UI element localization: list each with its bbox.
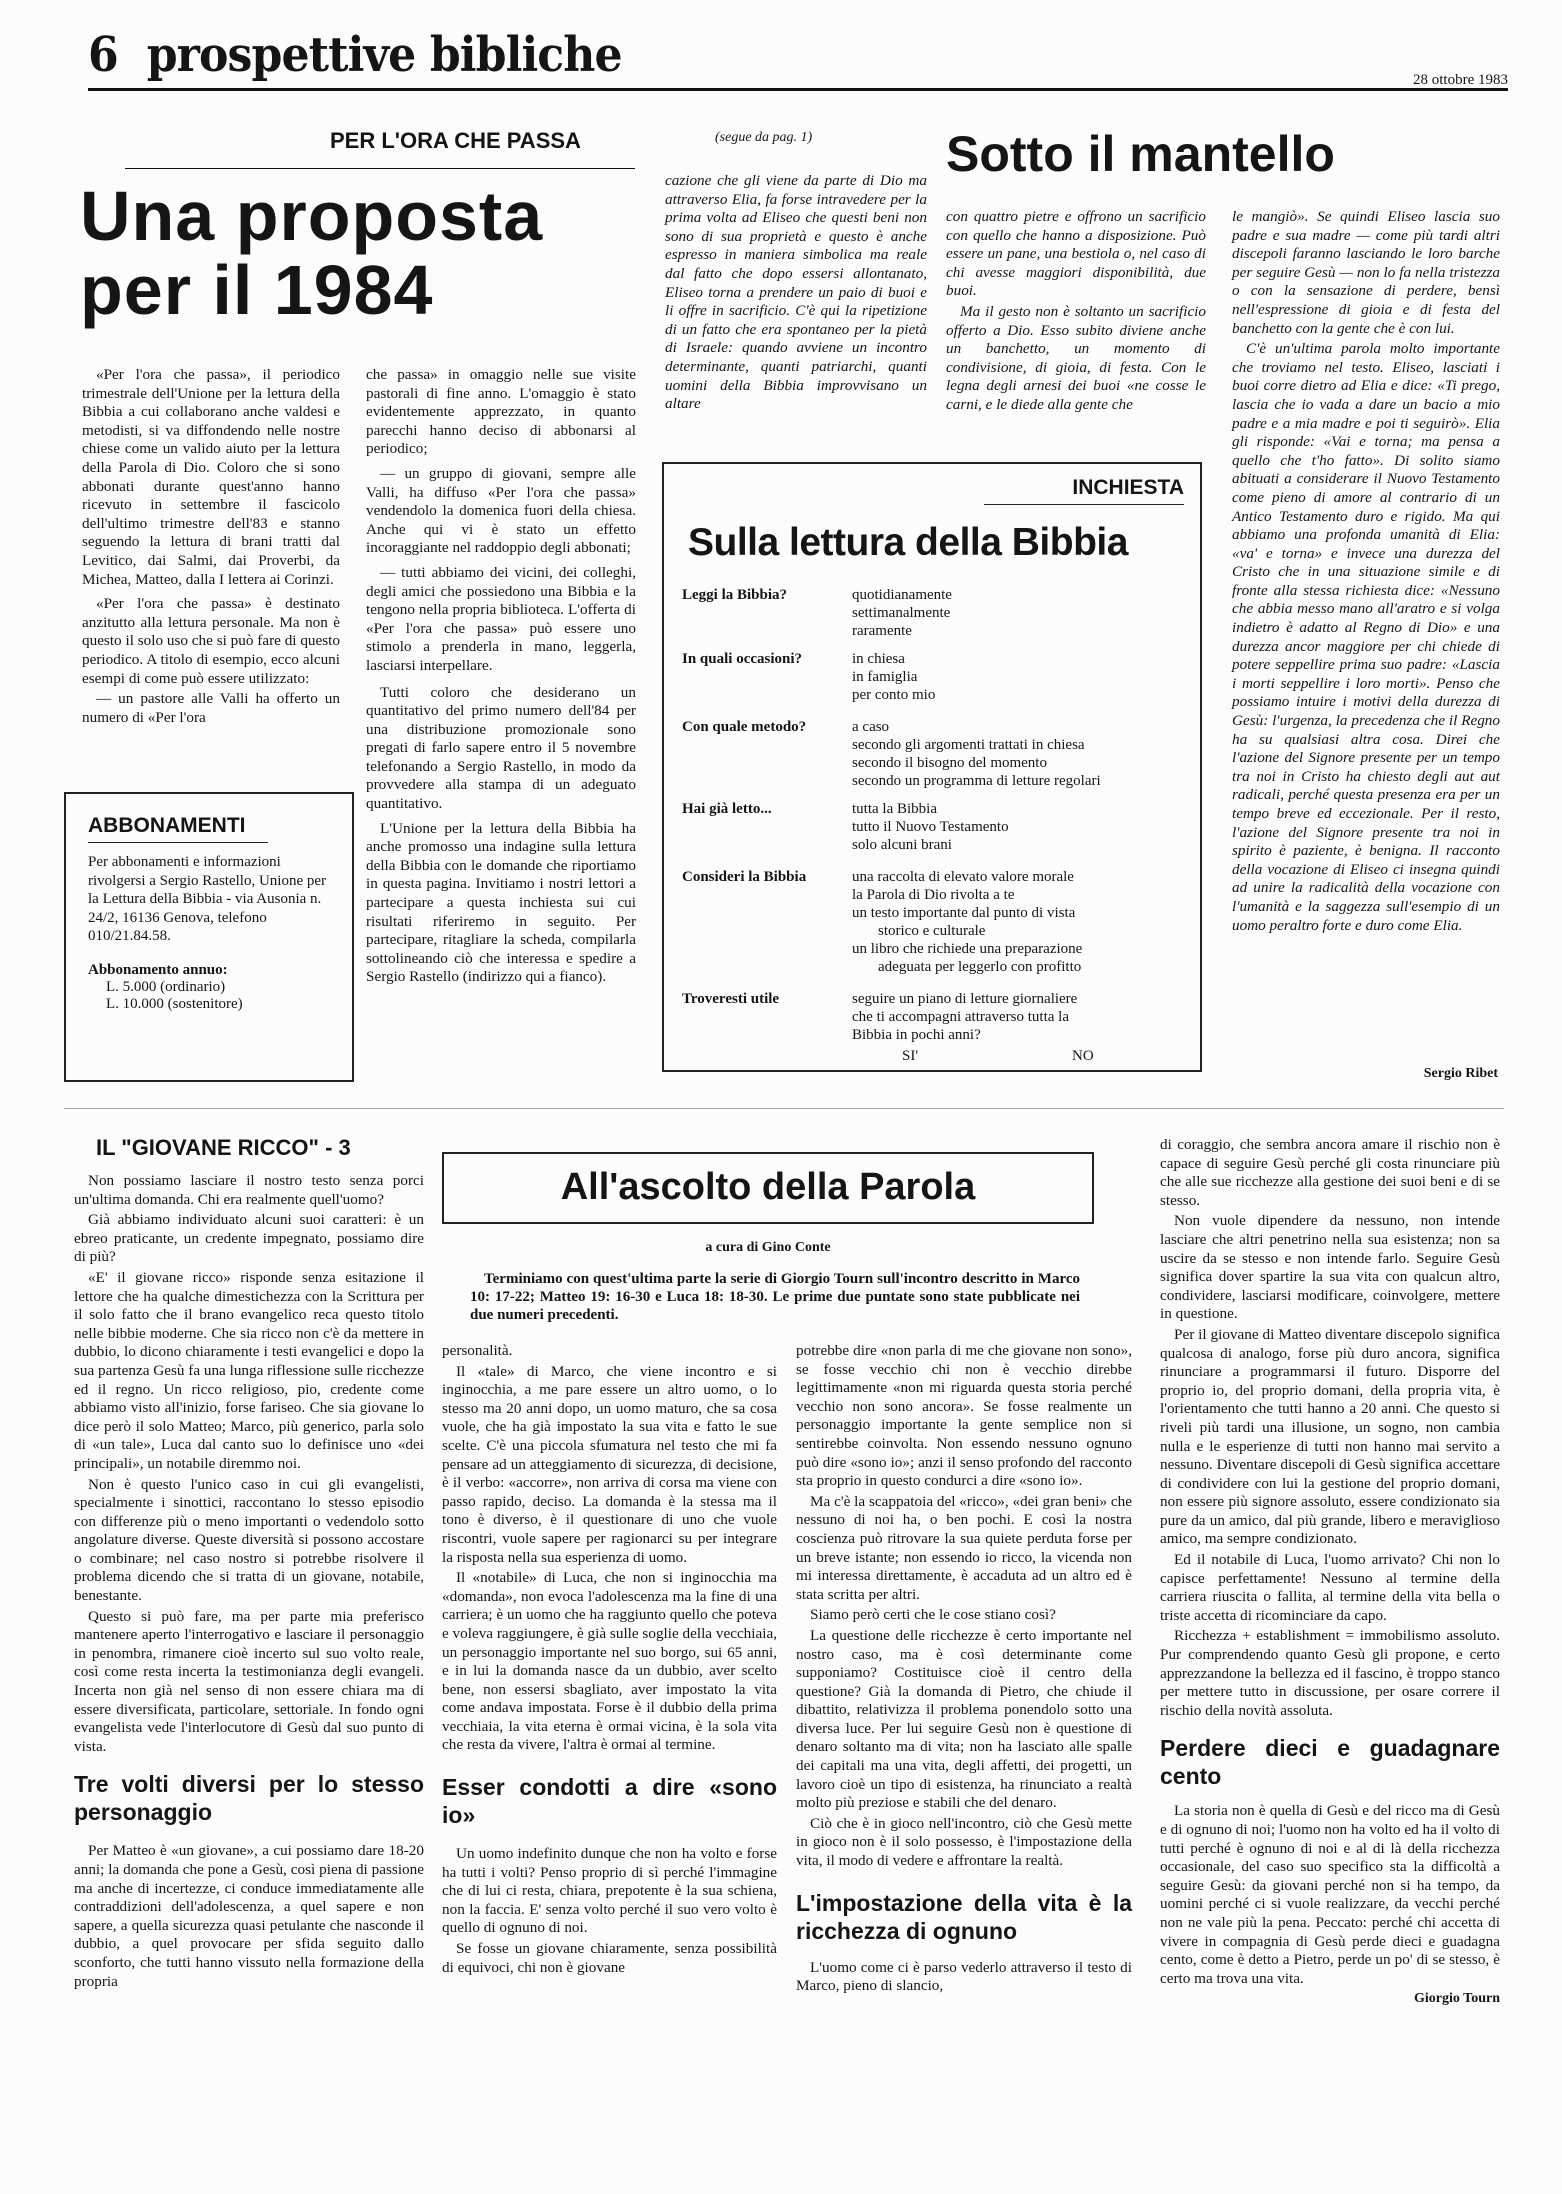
- answer-option[interactable]: secondo un programma di letture regolari: [852, 772, 1101, 789]
- yes-no-row: [902, 1048, 1184, 1065]
- question-row: [682, 868, 1184, 976]
- question-label: Con quale metodo?: [682, 718, 807, 735]
- answer-option[interactable]: un libro che richiede una preparazione: [852, 940, 1083, 957]
- question-row: [682, 990, 1184, 1044]
- giovane-col4: di coraggio, che sembra ancora amare il rischio non è capace di seguire Gesù perché gli costa rinunciare più che alle sue ricchezze alla gestione dei suoi beni e di se stesso. Non vuole dipendere da nessuno, non intende lasciare che altri penetrino nella sua esistenza; non sa uscire da se stesso e non intende farlo. Seguire Gesù significa dover spartire la sua vita con qualcun altro, condividere, lasciarsi modificare, coinvolgere, mettere in questione. Per il giovane di Matteo diventare discepolo significa qualcosa di analogo, forse più duro ancora, significa rinunciare a programmarsi il futuro. Disporre del proprio io, del proprio domani, della propria vita, è l'orientamento che tutti hanno a 20 anni. Che questo si riveli più tardi una illusione, un sogno, non cambia nulla e le esperienze di tutti non hanno mai servito a nessuno. Diventare discepoli di Gesù significa accettare di condividere con lui la gestione del proprio domani, non essere più signore assoluto, essere condizionato sia pure da un amico, dal più grande, libero e meraviglioso amico, ma sempre condizionato. Ed il notabile di Luca, l'uomo arrivato? Chi non lo capisce perfettamente! Nessuno al termine della carriera riuscita o fallita, al termine della vita bella o triste accetta di ricominciare da capo. Ricchezza + establishment = immobilismo assoluto. Pur comprendendo quanto Gesù gli propone, e certo apprezzandone la bellezza ed il fascino, è troppo stanco per mettere tutto in discussione, per osare correre il rischio della novità assoluta. Perdere dieci e guadagnare cento La storia non è quella di Gesù e del ricco ma di Gesù e di ognuno di noi; l'uomo non ha volto ed ha il volto di tutti perché è ognuno di noi e al di là della ricchezza occasionale, del caso suo specifico sta la difficoltà a seguire Gesù: da giovani perché non si ha tempo, da uomini perché ci si vuole realizzare, da vecchi perché non ne vale più la pena. Peccato: perché chi accetta di vivere in compagnia di Gesù perde dieci e guadagna cento, come è detto a Pietro, perde un po' di se stesso, è certo ma trova una vita. Giorgio Tourn: [1160, 1136, 1500, 2009]
- subhead-perdere-dieci: Perdere dieci e guadagnare cento: [1160, 1735, 1500, 1790]
- answer-option[interactable]: quotidianamente: [852, 586, 952, 603]
- answer-option[interactable]: un testo importante dal punto di vista: [852, 904, 1076, 921]
- answer-option[interactable]: in chiesa: [852, 650, 905, 667]
- question-row: [682, 800, 1184, 854]
- ascolto-title: All'ascolto della Parola: [560, 1166, 976, 1209]
- rule: [125, 168, 635, 169]
- inchiesta-box: [662, 462, 1202, 1072]
- question-row: [682, 718, 1184, 790]
- ascolto-intro: Terminiamo con quest'ultima parte la serie di Giorgio Tourn sull'incontro descritto in Marco 10: 17-22; Matteo 19: 16-30 e Luca 18: 18-30. Le prime due puntate sono state pubblicate nei due numeri precedenti.: [470, 1271, 1080, 1323]
- question-options: [852, 868, 1184, 976]
- no-option[interactable]: NO: [1072, 1047, 1094, 1064]
- answer-option[interactable]: che ti accompagni attraverso tutta la: [852, 1008, 1069, 1025]
- answer-option[interactable]: solo alcuni brani: [852, 836, 952, 853]
- question-label: Consideri la Bibbia: [682, 868, 807, 885]
- signature-ribet: Sergio Ribet: [1423, 1066, 1498, 1081]
- abbonamenti-title: ABBONAMENTI: [88, 814, 246, 837]
- question-row: [682, 586, 1184, 640]
- inchiesta-tag: INCHIESTA: [1072, 476, 1184, 499]
- answer-option[interactable]: secondo il bisogno del momento: [852, 754, 1047, 771]
- answer-option[interactable]: seguire un piano di letture giornaliere: [852, 990, 1078, 1007]
- subhead-tre-volti: Tre volti diversi per lo stesso personaggio: [74, 1771, 424, 1826]
- ascolto-title-box: [442, 1152, 1094, 1224]
- question-label: In quali occasioni?: [682, 650, 803, 667]
- newspaper-title: [88, 28, 622, 83]
- mantello-col3: le mangiò». Se quindi Eliseo lascia suo padre e sua madre — come più tardi altri discepoli faranno lasciando le loro barche per seguire Gesù — non lo fa nella tristezza o con la sensazione di perdere, bensì nell'espressione di gioia e di festa del banchetto con la gente che è con lui. C'è un'ultima parola molto importante che troviamo nel testo. Eliseo, lasciati i buoi corre dietro ad Elia e dice: «Ti prego, lascia che io vada a dare un bacio a mio padre e a mia madre e poi ti seguirò». Elia gli risponde: «Vai e torna; ma pensa a quello che t'ho fatto». Di solito siamo abituati a considerare il Nuovo Testamento come pieno di amore al contrario di un Antico Testamento duro e rigido. Ma qui abbiamo una profonda umanità di Elia: «va' e torna» e invece una durezza del Cristo che in una situazione simile e di fronte alla stessa richiesta dice: «Nessuno che abbia messo mano all'aratro e si volga indietro è adatto al Regno di Dio» e una durezza ancor maggiore per chi chiede di potere seppellire prima suo padre: «Lascia i morti seppellire i loro morti». Penso che possiamo intuire i motivi della durezza di Gesù: l'urgenza, la precedenza che il Regno ha su qualsiasi altra cosa. Direi che l'azione del Signore presente per un tempo tra noi in Cristo ha chiesto degli aut aut radicali, perché questa presenza era per un tempo breve ed eccezionale. Per il resto, l'azione del Signore presente tra noi in spirito è paziente, è benigna. Il racconto della vocazione di Eliseo ci insegna quindi ad unire la radicalità della vocazione con l'umanità e la saggezza sull'esempio di un uomo peraltro forte e duro come Elia.: [1232, 208, 1500, 934]
- abbonamenti-text: Per abbonamenti e informazioni rivolgersi a Sergio Rastello, Unione per la Lettura della Bibbia - via Ausonia n. 24/2, 16136 Genova, telefono 010/21.84.58.: [88, 854, 327, 945]
- answer-option[interactable]: una raccolta di elevato valore morale: [852, 868, 1074, 885]
- answer-option[interactable]: per conto mio: [852, 686, 936, 703]
- rate-ordinario: L. 5.000 (ordinario): [106, 978, 226, 995]
- giovane-col3: potrebbe dire «non parla di me che giovane non sono», se fosse vecchio chi non è vecchio direbbe legittimamente «non mi riguarda questa storia perché vecchio non sono ancora». Se fosse realmente un personaggio importante la gente semplice non si sentirebbe coinvolta. Non essendo nessuno ognuno può dire «sono io»; anzi il senso profondo del racconto sta proprio in questo condurci a dire «sono io». Ma c'è la scappatoia del «ricco», «dei gran beni» che nessuno di noi ha, o ben pochi. E così la nostra coscienza può ritrovare la sua quiete perduta forse per un breve istante; non essendo io ricco, la vicenda non mi interessa direttamente, è accaduta ad un altro ed è stata scritta per altri. Siamo però certi che le cose stiano così? La questione delle ricchezze è certo importante nel nostro caso, ma è così determinante come supponiamo? Costituisce cioè il centro della questione? Già la domanda di Pietro, che chiude il dibattito, relativizza il problema ponendolo sotto una diversa luce. Per lui seguire Gesù non è questione di denaro soltanto ma di vita; non ha lasciato alle spalle dei capitali ma una vita, degli affetti, dei progetti, un lavoro cioè un tipo di esistenza, ha rinunciato a realtà molto più preziose e stabili che del denaro. Ciò che è in gioco nell'incontro, ciò che Gesù mette in gioco non è il solo possesso, è l'impostazione della vita, il modo di vedere e affrontare la realtà. L'impostazione della vita è la ricchezza di ognuno L'uomo come ci è parso vederlo attraverso il testo di Marco, pieno di slancio,: [796, 1342, 1132, 1995]
- section-label-ora: PER L'ORA CHE PASSA: [330, 128, 581, 153]
- subhead-impostazione: L'impostazione della vita è la ricchezza di ognuno: [796, 1889, 1132, 1944]
- rate-sostenitore: L. 10.000 (sostenitore): [106, 995, 243, 1012]
- question-options: [852, 650, 1184, 704]
- proposta-col2: che passa» in omaggio nelle sue visite pastorali di fine anno. L'omaggio è stato evidentemente apprezzato, in quanto parecchi hanno deciso di abbonarsi al periodico; — un gruppo di giovani, sempre alle Valli, ha diffuso «Per l'ora che passa» vendendolo la domenica fuori della chiesa. Anche qui vi è stato un effetto incoraggiante nel raddoppio degli abbonati; — tutti abbiamo dei vicini, dei colleghi, degli amici che possiedono una Bibbia e la tengono nella propria biblioteca. L'offerta di «Per l'ora che passa» può essere uno stimolo a prenderla in mano, leggerla, lasciarsi interpellare. Tutti coloro che desiderano un quantitativo del primo numero dell'84 per una distribuzione promozionale sono pregati di farlo sapere entro il 5 novembre telefonando a Sergio Rastello, in modo da provvedere alla stampa di un adeguato quantitativo. L'Unione per la lettura della Bibbia ha anche promosso una indagine sulla lettura della Bibbia con le domande che riportiamo in questa pagina. Invitiamo i nostri lettori a partecipare a questa inchiesta sui cui risultati riferiremo in seguito. Per partecipare, ritagliare la scheda, compilarla sottolineando ciò che interessa e spedire a Sergio Rastello (indirizzo qui a fianco).: [366, 366, 636, 986]
- giovane-col2: personalità. Il «tale» di Marco, che viene incontro e si inginocchia, a me pare essere un altro uomo, o lo stesso ma 20 anni dopo, un uomo maturo, che sa cosa vuole, che ha già impostato la sua vita e fatto le sue scelte. C'è una piccola sfumatura nel testo che mi fa pensare ad un atteggiamento di sicurezza, di decisione, è il verbo: «accorre», non arriva di corsa ma viene con passo rapido, deciso. La domanda è la stessa ma il tono è diverso, è il questionare di uno che vuole riscontri, vuole sapere per ragionarci su per integrare la risposta nella sua esperienza di uomo. Il «notabile» di Luca, che non si inginocchia ma «domanda», non evoca l'adolescenza ma la fine di una carriera; è un uomo che ha raggiunto quello che poteva e voleva raggiungere, è già sulle soglie della vecchiaia, un personaggio importante nel suo borgo, sui 65 anni, e in lui la domanda nasce da un dubbio, aver scelto bene, non essersi sbagliato, aver impostato la vita come andava impostata. Forse è il dubbio della prima vecchiaia, la vita eterna è ormai vicina, è la sola vita che resta da vivere, l'altra è ormai al termine. Esser condotti a dire «sono io» Un uomo indefinito dunque che non ha volto e forse ha tutti i volti? Penso proprio di sì perché l'immagine che di lui ci resta, chiara, prepotente è la sua schiena, non la faccia. E' senza volto perché il suo vero volto è quello di ognuno di noi. Se fosse un giovane chiaramente, senza possibilità di equivoci, chi non è giovane: [442, 1342, 777, 1976]
- question-label: Troveresti utile: [682, 990, 780, 1007]
- question-row: [682, 650, 1184, 704]
- signature-tourn: Giorgio Tourn: [1414, 1991, 1500, 2007]
- abbonamento-annuo: Abbonamento annuo:: [88, 961, 228, 978]
- answer-option[interactable]: storico e culturale: [878, 922, 986, 939]
- answer-option[interactable]: settimanalmente: [852, 604, 951, 621]
- section-title: prospettive bibliche: [146, 27, 622, 83]
- yes-option[interactable]: SI': [902, 1047, 919, 1064]
- proposta-col1: «Per l'ora che passa», il periodico trimestrale dell'Unione per la lettura della Bibbia a cui collaborano anche valdesi e metodisti, si va diffondendo nelle nostre chiese come un valido aiuto per la lettura della Parola di Dio. Coloro che si sono abbonati durante quest'anno hanno ricevuto in settembre il fascicolo dell'ultimo trimestre dell'83 e stanno seguendo la lettura di brani tratti dal Levitico, dai Salmi, dai Proverbi, da Michea, Matteo, dalla I lettera ai Corinzi. «Per l'ora che passa» è destinato anzitutto alla lettura personale. Ma non è questo il solo uso che si può fare di questo periodico. A titolo di esempio, ecco alcuni esempi di come può essere utilizzato: — un pastore alle Valli ha offerto un numero di «Per l'ora: [82, 366, 340, 726]
- question-options: [852, 718, 1184, 790]
- answer-option[interactable]: tutta la Bibbia: [852, 800, 937, 817]
- giovane-col1: Non possiamo lasciare il nostro testo senza porci un'ultima domanda. Chi era realmente quell'uomo? Già abbiamo individuato alcuni suoi caratteri: è un ebreo praticante, un credente impegnato, possiamo dire di più? «E' il giovane ricco» risponde senza esitazione il lettore che ha qualche dimestichezza con la Scrittura per il solo fatto che il brano evangelico reca questo titolo nelle bibbie moderne. Che sia ricco non c'è da mettere in dubbio, lo dicono chiaramente i testi evangelici e dopo la sua partenza Gesù fa una lunga riflessione sulle ricchezze ed il regno. Un ricco religioso, pio, credente come abbiamo visto all'inizio, forse fariseo. Che sia giovane lo dice però il solo Matteo; Marco, più generico, parla solo di «un tale», Luca dal canto suo lo definisce uno «dei principali», un notabile diremmo noi. Non è questo l'unico caso in cui gli evangelisti, specialmente i sinottici, raccontano lo stesso episodio con differenze più o meno importanti o vedendolo sotto angolature diverse. Queste diversità si possono accostare o combinare; nel caso nostro si potrebbe risolvere il problema dicendo che si tratta di un giovane, notabile, benestante. Questo si può fare, ma per parte mia preferisco mantenere aperto l'interrogativo e lasciare il personaggio in penombra, rimanere cioè incerto sul suo volto reale, così come resta incerta la testimonianza degli evangeli. Incerta non già nel senso di non essere chiara ma di essere diversificata, particolare, settoriale. In fondo ogni evangelista vede l'interlocutore di Gesù dal suo punto di vista. Tre volti diversi per lo stesso personaggio Per Matteo è «un giovane», a cui possiamo dare 18-20 anni; la domanda che pone a Gesù, così piena di passione ma anche di incertezze, ci conduce immediatamente alle contraddizioni dell'adolescenza, a quel sapere e non sapere, a quella sicurezza quasi petulante che nasconde il dubbio, a quel provocare per sfida seguito dallo sconforto, che tutti hanno vissuto nella formazione della propria: [74, 1172, 424, 1990]
- answer-option[interactable]: tutto il Nuovo Testamento: [852, 818, 1009, 835]
- section-divider: [64, 1108, 1504, 1109]
- answer-option[interactable]: secondo gli argomenti trattati in chiesa: [852, 736, 1085, 753]
- mantello-col2: con quattro pietre e offrono un sacrificio con quello che hanno a disposizione. Può essere un pane, una bestiola o, nel caso di chi avesse maggiori disponibilità, due buoi. Ma il gesto non è soltanto un sacrificio offerto a Dio. Esso subito diviene anche un banchetto, un momento di condivisione, di gioia, di festa. Con le legna degli arnesi dei buoi «ne cosse le carni, e le diede alla gente che: [946, 208, 1206, 413]
- headline-proposta: Una proposta per il 1984: [80, 177, 544, 329]
- section-label-giovane: IL "GIOVANE RICCO" - 3: [96, 1135, 351, 1160]
- issue-date: 28 ottobre 1983: [1413, 72, 1508, 88]
- answer-option[interactable]: adeguata per leggerlo con profitto: [878, 958, 1082, 975]
- subhead-esser-condotti: Esser condotti a dire «sono io»: [442, 1774, 777, 1829]
- question-label: Leggi la Bibbia?: [682, 586, 788, 603]
- question-options: [852, 990, 1184, 1044]
- question-options: [852, 586, 1184, 640]
- page-number: 6: [88, 27, 118, 83]
- question-options: [852, 800, 1184, 854]
- answer-option[interactable]: in famiglia: [852, 668, 918, 685]
- masthead: [88, 27, 1508, 88]
- answer-option[interactable]: Bibbia in pochi anni?: [852, 1026, 981, 1043]
- answer-option[interactable]: a caso: [852, 718, 890, 735]
- inchiesta-title: Sulla lettura della Bibbia: [688, 521, 1128, 564]
- questionnaire: [682, 586, 1184, 1044]
- ascolto-byline: a cura di Gino Conte: [705, 1240, 831, 1255]
- answer-option[interactable]: la Parola di Dio rivolta a te: [852, 886, 1015, 903]
- answer-option[interactable]: raramente: [852, 622, 912, 639]
- segue-note: (segue da pag. 1): [715, 130, 813, 145]
- abbonamenti-box: [64, 792, 354, 1082]
- question-label: Hai già letto...: [682, 800, 772, 817]
- mantello-col1: cazione che gli viene da parte di Dio ma attraverso Elia, fa forse intravedere per la prima volta ad Eliseo che questi beni non sono di sua proprietà e questo è anche espresso in maniera simbolica ma reale dal fatto che dopo essersi allontanato, Eliseo torna a prendere un paio di buoi e li offre in sacrificio. C'è qui la ripetizione di un fatto che era spontaneo per la pietà di Israele: quando avviene un incontro determinante, quanti patriarchi, quanti uomini della Bibbia improvvisano un altare: [665, 172, 927, 413]
- headline-mantello: Sotto il mantello: [946, 126, 1335, 182]
- masthead-rule: [88, 88, 1508, 91]
